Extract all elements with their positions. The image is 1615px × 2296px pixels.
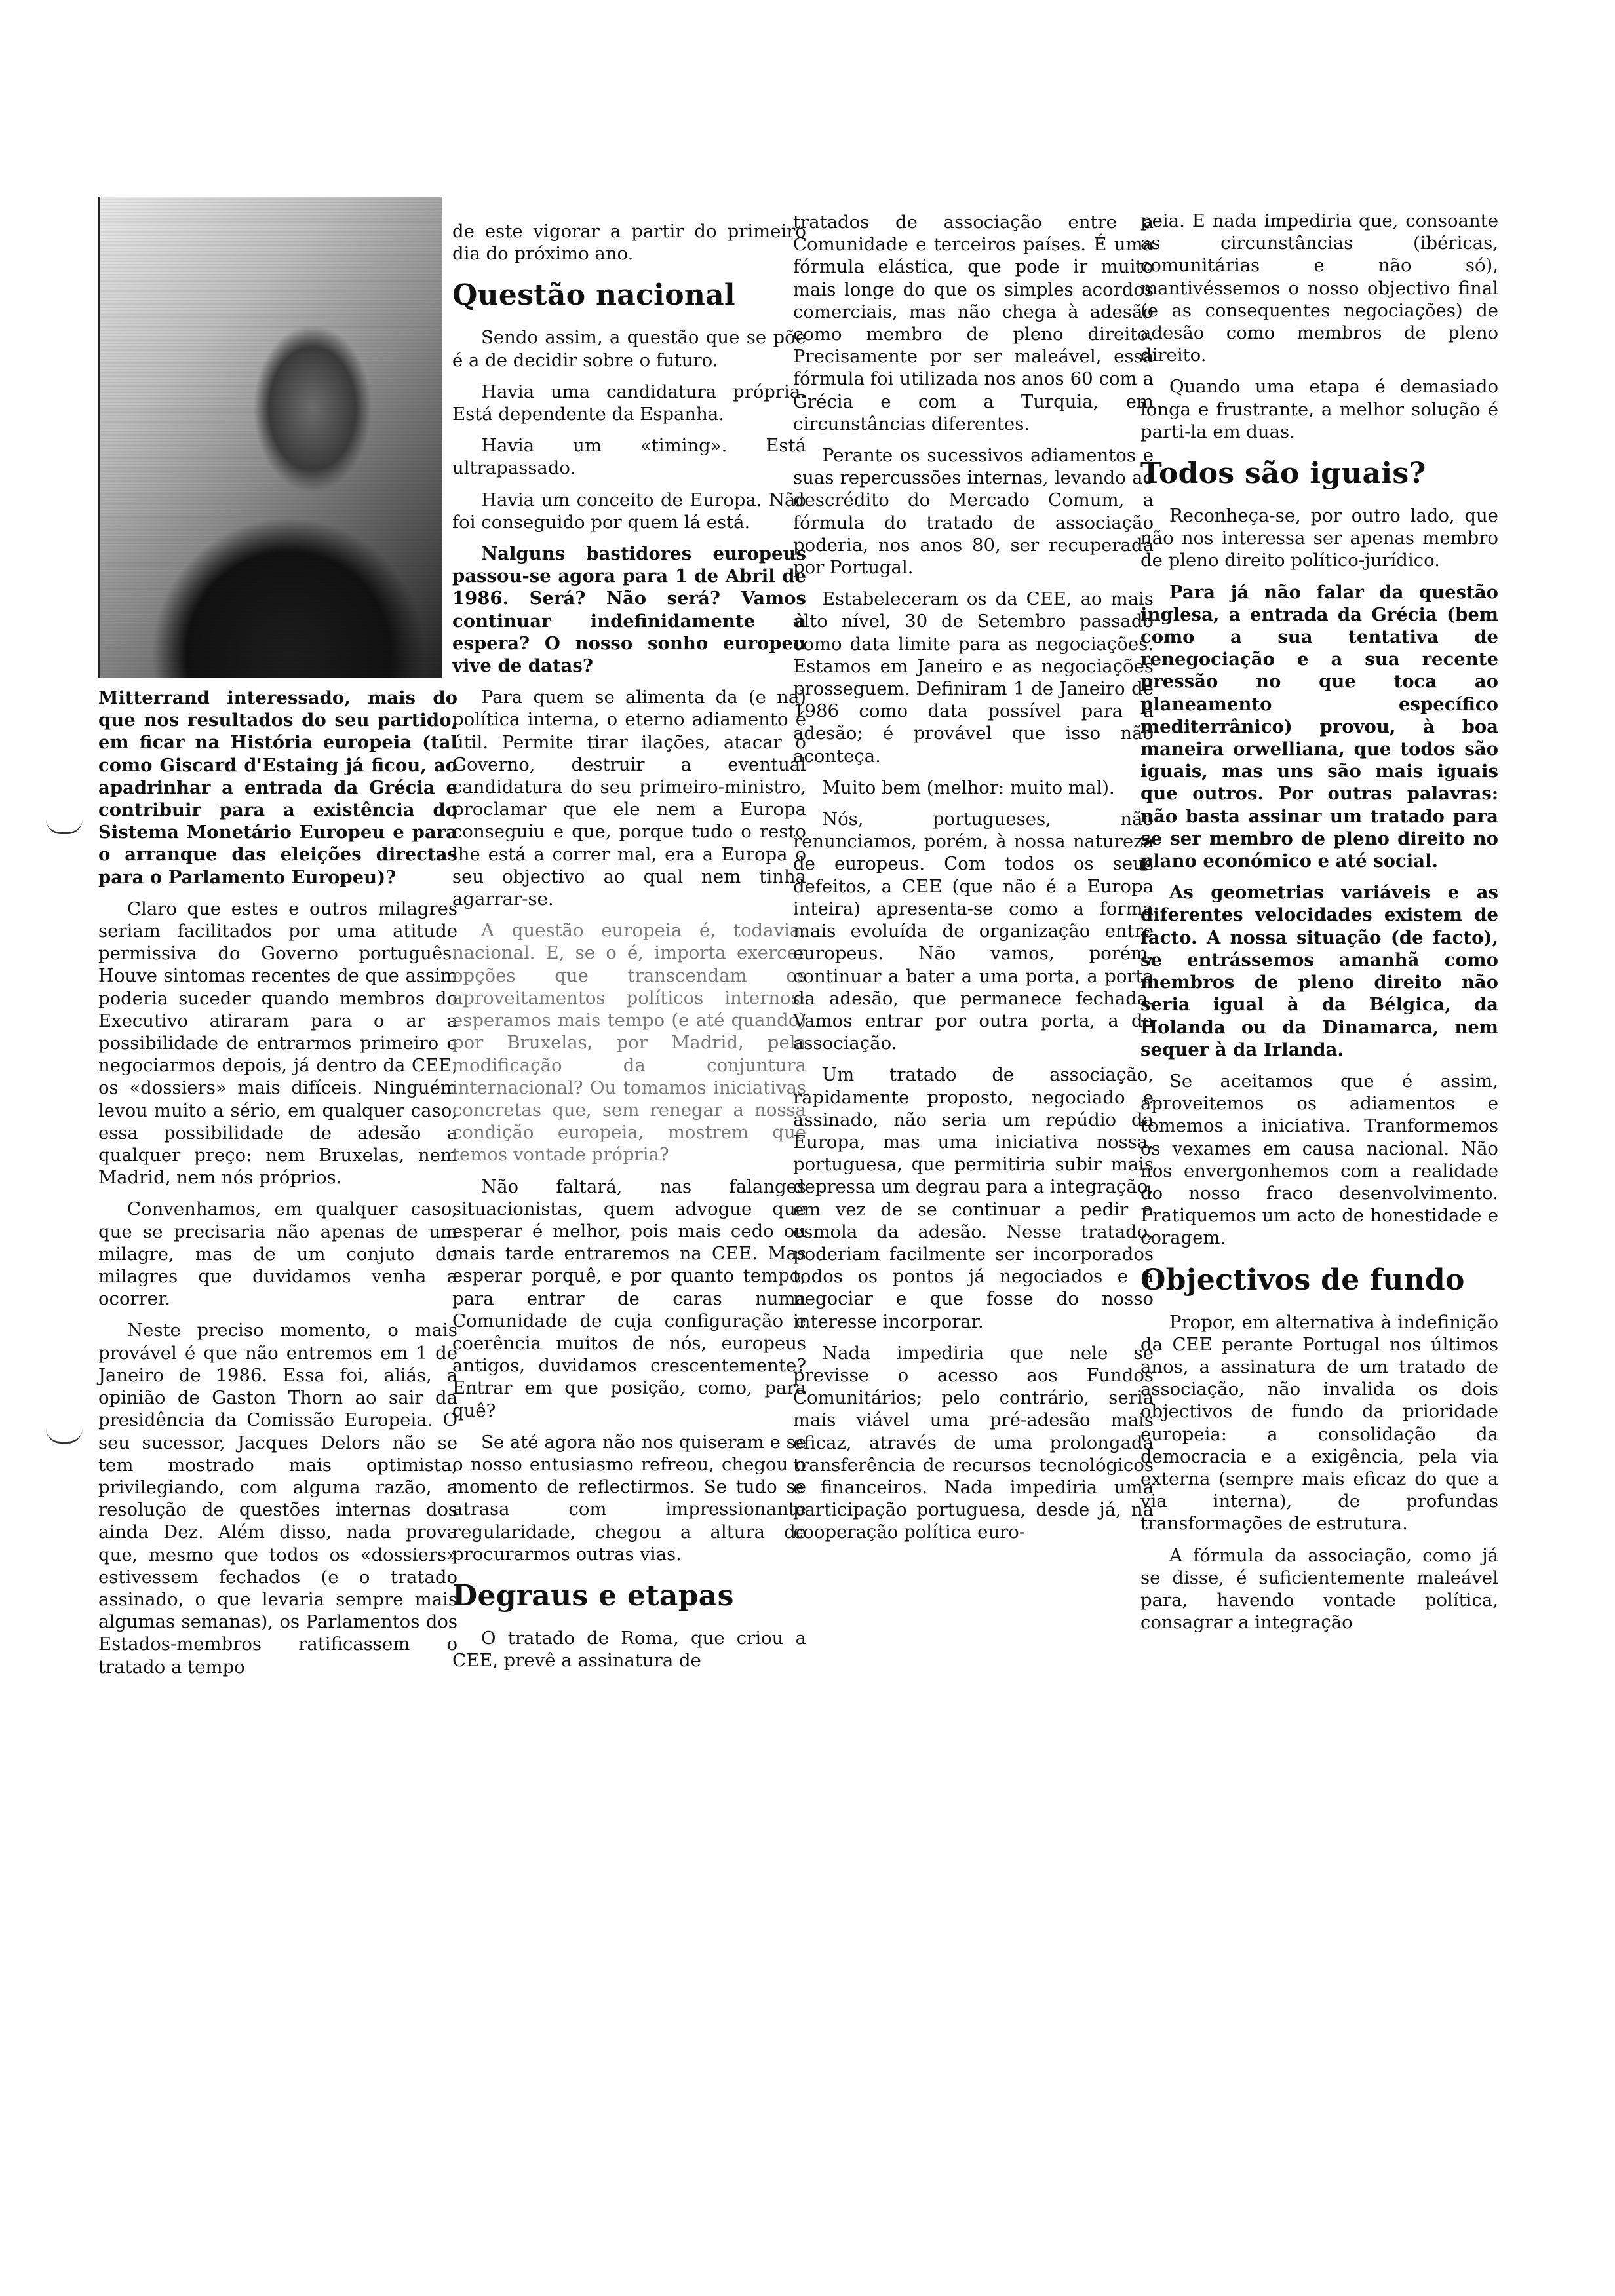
binding-mark bbox=[46, 819, 83, 834]
paragraph: As geometrias variáveis e as diferentes velocidades existem de facto. A nossa situação (de facto), se entrássemos amanhã como membros de pleno direito não seria igual à da Bélgica, da Holanda ou da Dinamarca, nem sequer à da Irlanda. bbox=[1140, 882, 1498, 1060]
paragraph: Nada impediria que nele se previsse o acesso aos Fundos Comunitários; pelo contrário, seria mais viável uma pré-adesão mais eficaz, através de uma prolongada transferência de recursos tecnológicos e financeiros. Nada impediria uma participação portuguesa, desde já, na cooperação política euro- bbox=[793, 1342, 1154, 1543]
portrait-photo bbox=[98, 197, 442, 678]
section-heading: Objectivos de fundo bbox=[1140, 1263, 1465, 1297]
paragraph: A questão europeia é, todavia, nacional. E, se o é, importa exercer opções que transcendam os aproveitamentos políticos internos: esperamos mais tempo (e até quando) por Bruxelas, por Madrid, pela modificação da conjuntura internacional? Ou tomamos iniciativas concretas que, sem renegar a nossa condição europeia, mostrem que temos vontade própria? bbox=[452, 920, 806, 1166]
paragraph: Propor, em alternativa à indefinição da CEE perante Portugal nos últimos anos, a assinatura de um tratado de associação, não invalida os dois objectivos de fundo da prioridade europeia: a consolidação da democracia e a exigência, pela via externa (sempre mais eficaz do que a via interna), de profundas transformações de estrutura. bbox=[1140, 1311, 1498, 1535]
paragraph: Não faltará, nas falanges situacionistas, quem advogue que esperar é melhor, pois mais cedo ou mais tarde entraremos na CEE. Mas esperar porquê, e por quanto tempo, para entrar de caras numa Comunidade de cuja configuração e coerência muitos de nós, europeus antigos, duvidamos crescentemente? Entrar em que posição, como, para quê? bbox=[452, 1176, 806, 1421]
paragraph: Perante os sucessivos adiamentos e suas repercussões internas, levando ao descrédito do Mercado Comum, a fórmula do tratado de associação poderia, nos anos 80, ser recuperada por Portugal. bbox=[793, 445, 1154, 579]
binding-mark bbox=[46, 1428, 83, 1444]
paragraph: Se aceitamos que é assim, aproveitemos os adiamentos e tomemos a iniciativa. Tranformemos os vexames em causa nacional. Não nos envergonhemos com a realidade do nosso fraco desenvolvimento. Pratiquemos um acto de honestidade e coragem. bbox=[1140, 1070, 1498, 1249]
paragraph: tratados de associação entre a Comunidade e terceiros países. É uma fórmula elástica, que pode ir muito mais longe do que os simples acordos comerciais, mas não chega à adesão como membro de pleno direito. Precisamente por ser maleável, essa fórmula foi utilizada nos anos 60 com a Grécia e com a Turquia, em circunstâncias diferentes. bbox=[793, 212, 1154, 434]
paragraph: Reconheça-se, por outro lado, que não nos interessa ser apenas membro de pleno direito político-jurídico. bbox=[1140, 505, 1498, 571]
column-4 bbox=[1140, 210, 1498, 1643]
paragraph: Quando uma etapa é demasiado longa e frustrante, a melhor solução é parti-la em duas. bbox=[1140, 376, 1498, 442]
column-1 bbox=[98, 687, 457, 1687]
paragraph: de este vigorar a partir do primeiro dia do próximo ano. bbox=[452, 221, 806, 265]
paragraph: Neste preciso momento, o mais provável é que não entremos em 1 de Janeiro de 1986. Essa foi, aliás, a opinião de Gaston Thorn ao sair da presidência da Comissão Europeia. O seu sucessor, Jacques Delors não se tem mostrado mais optimista, privilegiando, com alguma razão, a resolução de questões internas dos ainda Dez. Além disso, nada prova que, mesmo que todos os «dossiers» estivessem fechados (e o tratado assinado, o que levaria sempre mais algumas semanas), os Parlamentos dos Estados-membros ratificassem o tratado a tempo bbox=[98, 1320, 457, 1677]
paragraph: Nós, portugueses, não renunciamos, porém, à nossa natureza de europeus. Com todos os seus defeitos, a CEE (que não é a Europa inteira) apresenta-se como a forma mais evoluída de organização entre europeus. Não vamos, porém, continuar a bater a uma porta, a porta da adesão, que permanece fechada. Vamos entrar por outra porta, a da associação. bbox=[793, 809, 1154, 1054]
paragraph: O tratado de Roma, que criou a CEE, prevê a assinatura de bbox=[452, 1627, 806, 1672]
paragraph: Havia um «timing». Está ultrapassado. bbox=[452, 435, 806, 479]
paragraph: Havia uma candidatura própria. Está dependente da Espanha. bbox=[452, 381, 806, 425]
paragraph: Muito bem (melhor: muito mal). bbox=[822, 776, 1115, 798]
paragraph: Se até agora não nos quiseram e se o nosso entusiasmo refreou, chegou o momento de reflectirmos. Se tudo se atrasa com impressionante regularidade, chegou a altura de procurarmos outras vias. bbox=[452, 1431, 806, 1565]
section-heading: Degraus e etapas bbox=[452, 1578, 734, 1613]
paragraph: A fórmula da associação, como já se disse, é suficientemente maleável para, havendo vontade política, consagrar a integração bbox=[1140, 1544, 1498, 1634]
paragraph: Para já não falar da questão inglesa, a entrada da Grécia (bem como a sua tentativa de renegociação e a sua recente pressão no que toca ao planeamento específico mediterrânico) provou, à boa maneira orwelliana, que todos são iguais, mas uns são mais iguais que outros. Por outras palavras: não basta assinar um tratado para se ser membro de pleno direito no plano económico e até social. bbox=[1140, 581, 1498, 872]
column-3 bbox=[793, 211, 1154, 1553]
section-heading: Todos são iguais? bbox=[1140, 457, 1426, 491]
paragraph: Sendo assim, a questão que se põe é a de decidir sobre o futuro. bbox=[452, 327, 806, 371]
paragraph: peia. E nada impediria que, consoante as circunstâncias (ibéricas, comunitárias e não só), mantivéssemos o nosso objectivo final (e as consequentes negociações) de adesão como membros de pleno direito. bbox=[1140, 210, 1498, 366]
paragraph: Nalguns bastidores europeus passou-se agora para 1 de Abril de 1986. Será? Não será? Vamos continuar indefinidamente à espera? O nosso sonho europeu vive de datas? bbox=[452, 543, 806, 677]
photo-halftone bbox=[100, 197, 442, 678]
section-heading: Questão nacional bbox=[452, 278, 735, 313]
paragraph: Claro que estes e outros milagres seriam facilitados por uma atitude permissiva do Governo português. Houve sintomas recentes de que assim poderia suceder quando membros do Executivo atiraram para o ar a possibilidade de entrarmos primeiro e negociarmos depois, já dentro da CEE, os «dossiers» mais difíceis. Ninguém levou muito a sério, em qualquer caso, essa possibilidade de adesão a qualquer preço: nem Bruxelas, nem Madrid, nem nós próprios. bbox=[98, 898, 457, 1189]
photo-caption: Mitterrand interessado, mais do que nos resultados do seu partido, em ficar na História europeia (tal como Giscard d'Estaing já ficou, ao apadrinhar a entrada da Grécia e contribuir para a existência do Sistema Monetário Europeu e para o arranque das eleições directas para o Parlamento Europeu)? bbox=[98, 687, 457, 888]
column-2 bbox=[452, 220, 806, 1681]
paragraph: Um tratado de associação, rapidamente proposto, negociado e assinado, não seria um repúdio da Europa, mas uma iniciativa nossa, portuguesa, que permitiria subir mais depressa um degrau para a integração, em vez de se continuar a pedir a esmola da adesão. Nesse tratado, poderiam facilmente ser incorporados todos os pontos já negociados e a negociar e que fosse do nosso interesse incorporar. bbox=[793, 1064, 1154, 1332]
paragraph: Convenhamos, em qualquer caso, que se precisaria não apenas de um milagre, mas de um conjuto de milagres que duvidamos venha a ocorrer. bbox=[98, 1198, 457, 1310]
paragraph: Estabeleceram os da CEE, ao mais alto nível, 30 de Setembro passado como data limite para as negociações. Estamos em Janeiro e as negociações prosseguem. Definiram 1 de Janeiro de 1986 como data possível para a adesão; é provável que isso não aconteça. bbox=[793, 588, 1154, 767]
paragraph: Havia um conceito de Europa. Não foi conseguido por quem lá está. bbox=[452, 489, 806, 533]
paragraph: Para quem se alimenta da (e na) política interna, o eterno adiamento é útil. Permite tirar ilações, atacar o Governo, destruir a eventual candidatura do seu primeiro-ministro, proclamar que ele nem a Europa conseguiu e que, porque tudo o resto lhe está a correr mal, era a Europa o seu objectivo ao qual nem tinha agarrar-se. bbox=[452, 687, 806, 910]
